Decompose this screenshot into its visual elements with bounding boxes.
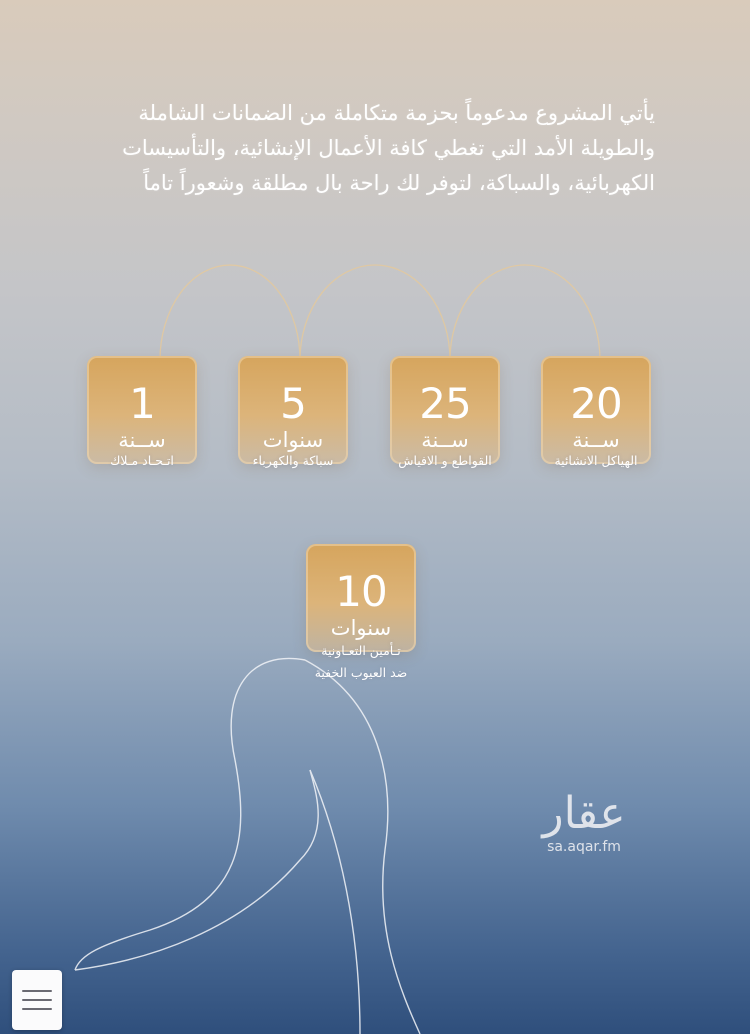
warranty-unit: ســنة bbox=[421, 428, 469, 452]
warranty-unit: ســنة bbox=[572, 428, 620, 452]
warranty-box bbox=[238, 356, 348, 464]
menu-button[interactable] bbox=[12, 970, 62, 1030]
warranty-unit: سنوات bbox=[330, 616, 392, 640]
warranty-box bbox=[87, 356, 197, 464]
hamburger-menu-icon bbox=[22, 990, 52, 992]
warranty-years: 1 bbox=[129, 379, 155, 428]
warranty-card-switches bbox=[390, 356, 500, 472]
warranty-box bbox=[390, 356, 500, 464]
warranty-card-plumbing bbox=[238, 356, 348, 472]
warranty-card-insurance bbox=[306, 544, 416, 684]
warranty-box bbox=[541, 356, 651, 464]
hamburger-menu-icon bbox=[22, 999, 52, 1001]
warranty-card-structure bbox=[541, 356, 651, 472]
warranty-years: 5 bbox=[280, 379, 306, 428]
warranty-desc: تـأمين التعـاونية bbox=[321, 643, 401, 658]
intro-line: والطويلة الأمد التي تغطي كافة الأعمال الإنشائية، والتأسيسات bbox=[122, 136, 655, 160]
warranty-desc: اتـحـاد مـلاك bbox=[110, 453, 174, 468]
warranty-years: 10 bbox=[335, 567, 387, 616]
aqar-url: sa.aqar.fm bbox=[547, 839, 621, 855]
warranty-years: 20 bbox=[570, 379, 622, 428]
warranty-unit: سنوات bbox=[262, 428, 324, 452]
aqar-logo: عقار bbox=[542, 788, 626, 839]
warranty-desc: الهياكل الانشائية bbox=[554, 453, 638, 468]
warranty-unit: ســنة bbox=[118, 428, 166, 452]
warranty-card-owners-union bbox=[87, 356, 197, 472]
intro-line: يأتي المشروع مدعوماً بحزمة متكاملة من الضمانات الشاملة bbox=[138, 101, 655, 125]
intro-line: الكهربائية، والسباكة، لتوفر لك راحة بال مطلقة وشعوراً تاماً bbox=[143, 171, 655, 195]
intro-paragraph bbox=[70, 96, 655, 201]
warranty-desc: القواطع و الافياش bbox=[398, 453, 492, 468]
warranty-box bbox=[306, 544, 416, 652]
hamburger-menu-icon bbox=[22, 1008, 52, 1010]
warranty-desc: سباكة والكهرباء bbox=[252, 453, 334, 468]
warranty-desc: ضد العيوب الخفية bbox=[314, 665, 408, 680]
warranty-years: 25 bbox=[419, 379, 471, 428]
aqar-watermark bbox=[528, 790, 640, 856]
